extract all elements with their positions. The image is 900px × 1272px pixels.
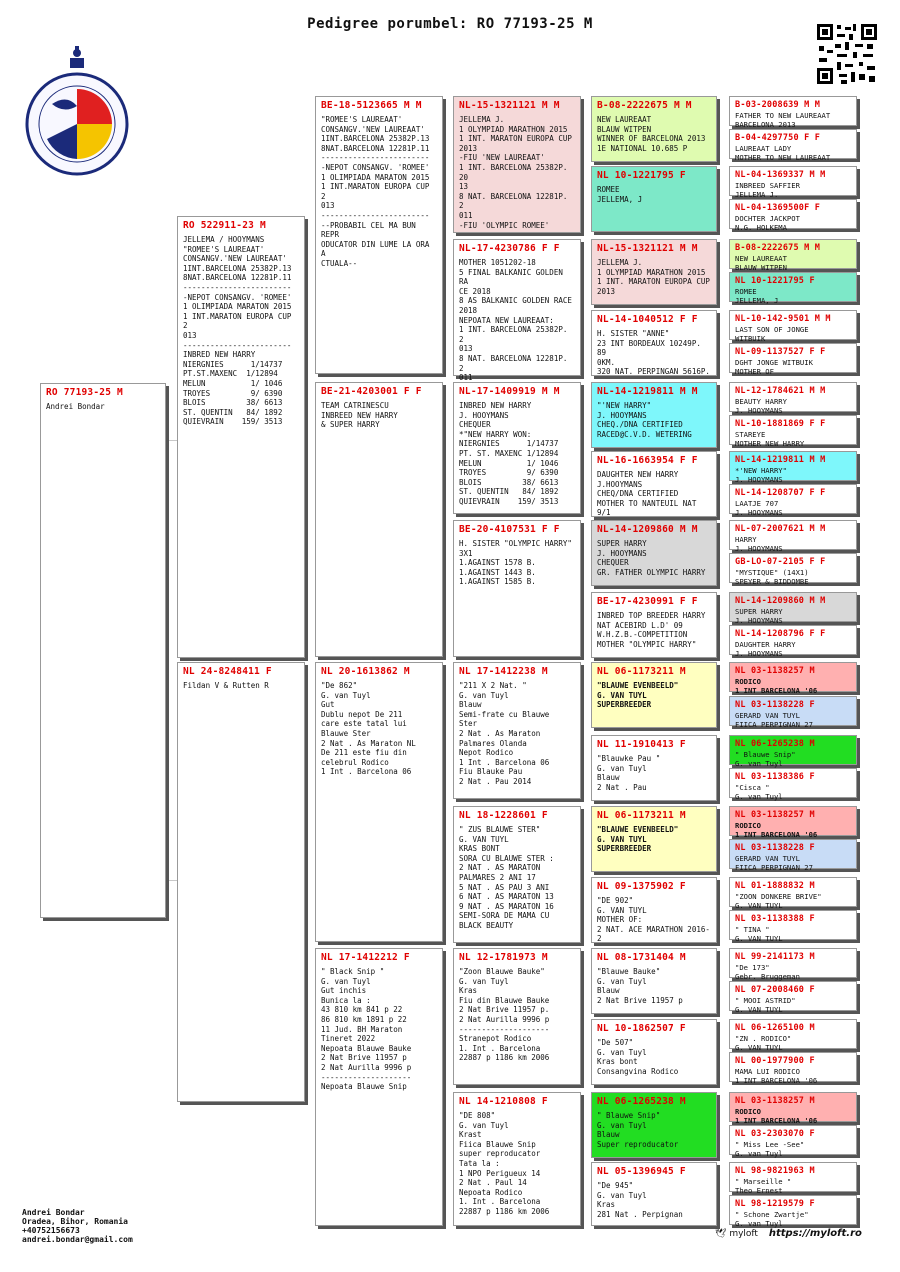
ring-number: NL 98-9821963 M (735, 1166, 815, 1176)
pedigree-card[interactable] (729, 981, 857, 1014)
card-notes: JELLEMA J. 1 OLYMPIAD MARATHON 2015 1 INT. MARATON EUROPA CUP 2013 -FIU 'NEW LAUREAAT' 1 INT. BARCELONA 25382P. 20 13 8 NAT. BARCELONA 12281P. 2 011 -FIU 'OLYMPIC ROMEE' (459, 115, 572, 230)
ring-number: NL 03-1138388 F (735, 914, 815, 924)
ring-number: NL 14-1210808 F (459, 1096, 548, 1107)
card-notes: TEAM CATRINESCU INBREED NEW HARRY & SUPER HARRY (321, 401, 398, 430)
ring-number: NL-04-1369337 M M (735, 170, 826, 180)
pedigree-card[interactable] (729, 662, 857, 695)
pedigree-card[interactable] (729, 877, 857, 910)
ring-number: NL-17-4230786 F F (459, 243, 560, 254)
club-logo (22, 44, 132, 184)
ring-number: NL 06-1265238 M (597, 1096, 686, 1107)
card-notes: " Schone Zwartje" G. van Tuyl (735, 1210, 809, 1228)
brand-url[interactable]: https://myloft.ro (768, 1228, 862, 1239)
ring-number: NL-14-1209860 M M (735, 596, 826, 606)
pedigree-card[interactable] (453, 662, 581, 799)
pedigree-card[interactable] (729, 1019, 857, 1052)
ring-number: NL 17-1412238 M (459, 666, 548, 677)
card-notes: Fildan V & Rutten R (183, 681, 269, 690)
pedigree-card[interactable] (729, 1092, 857, 1125)
pedigree-card[interactable] (729, 382, 857, 415)
page-title: Pedigree porumbel: RO 77193-25 M (307, 16, 593, 32)
card-notes: " Black Snip " G. van Tuyl Gut inchis Bunica la : 43 810 km 841 p 22 86 810 km 1891 p 22 11 Jud. BH Maraton Tineret 2022 Nepoata Blauwe Bauke 2 Nat Brive 11957 p 2 Nat Aurilla 9996 p -------------------- Nepoata Blauwe Snip (321, 967, 412, 1092)
ring-number: NL 10-1221795 F (735, 276, 815, 286)
ring-number: NL 06-1173211 M (597, 810, 686, 821)
ring-number: NL-15-1321121 M M (597, 243, 698, 254)
pedigree-card[interactable] (729, 806, 857, 839)
ring-number: NL 03-1138228 F (735, 843, 815, 853)
pedigree-card[interactable] (591, 1019, 717, 1085)
card-notes: SUPER HARRY J. HOOYMANS (735, 607, 783, 625)
pedigree-card[interactable] (315, 948, 443, 1226)
card-notes: "De 945" G. van Tuyl Kras 281 Nat . Perpignan (597, 1181, 683, 1219)
ring-number: RO 77193-25 M (46, 387, 123, 398)
card-notes: DOCHTER JACKPOT N.G. HOLKEMA (735, 214, 800, 232)
ring-number: NL-14-1209860 M M (597, 524, 698, 535)
pedigree-card[interactable] (729, 768, 857, 801)
pedigree-card[interactable] (177, 216, 305, 658)
card-notes: INBREED SAFFIER JELLEMA J. (735, 181, 800, 199)
pedigree-card[interactable] (729, 1195, 857, 1228)
card-notes: HARRY J. HOOYMANS (735, 535, 783, 553)
pedigree-card[interactable] (729, 520, 857, 553)
card-notes: ROMEE JELLEMA, J (597, 185, 643, 204)
ring-number: NL-09-1137527 F F (735, 347, 826, 357)
card-notes: "Cisca " G. van Tuyl (735, 783, 783, 801)
ring-number: NL-14-1219811 M M (735, 455, 826, 465)
card-notes: " Blauwe Snip" G. van Tuyl (735, 750, 796, 768)
pedigree-card[interactable] (729, 625, 857, 658)
card-notes: " Miss Lee -See" G. van Tuyl (735, 1140, 805, 1158)
ring-number: BE-17-4230991 F F (597, 596, 698, 607)
ring-number: B-08-2222675 M M (735, 243, 821, 253)
ring-number: RO 522911-23 M (183, 220, 266, 231)
owner-name: Andrei Bondar (22, 1208, 85, 1217)
ring-number: NL 09-1375902 F (597, 881, 686, 892)
card-notes: " Marseille " Theo Ernest (735, 1177, 792, 1195)
pedigree-card[interactable] (453, 520, 581, 657)
ring-number: NL 06-1265100 M (735, 1023, 815, 1033)
pedigree-card[interactable] (453, 948, 581, 1085)
card-notes: BEAUTY HARRY J. HOOYMANS (735, 397, 787, 415)
pedigree-card[interactable] (177, 662, 305, 1102)
pedigree-card[interactable] (453, 239, 581, 383)
card-notes: JELLEMA J. 1 OLYMPIAD MARATHON 2015 1 INT. MARATON EUROPA CUP 2013 (597, 258, 710, 296)
pedigree-card[interactable] (729, 948, 857, 981)
owner-info (22, 1208, 133, 1244)
ring-number: NL 03-2303070 F (735, 1129, 815, 1139)
ring-number: NL 06-1173211 M (597, 666, 686, 677)
card-notes: JELLEMA / HOOYMANS "ROMEE'S LAUREAAT' CONSANGV.'NEW LAUREAAT' 1INT.BARCELONA 25382P.13 8NAT.BARCELONA 12281P.11 ------------------------ -NEPOT CONSANGV. 'ROMEE' 1 OLIMPIADA MARATON 2015 1 INT.MARATON EUROPA CUP 2 013 ------------------------ INBRED NEW HARRY NIERGNIES 1/14737 PT.ST.MAXENC 1/12894 MELUN 1/ 1046 TROYES 9/ 6390 BLOIS 38/ 6613 ST. QUENTIN 84/ 1892 QUIEVRAIN 159/ 3513 (183, 235, 292, 427)
card-notes: RODICO 1 INT BARCELONA '06 (735, 1107, 818, 1125)
pedigree-card[interactable] (591, 1162, 717, 1226)
pedigree-card[interactable] (453, 806, 581, 943)
pedigree-card[interactable] (591, 806, 717, 872)
pedigree-card[interactable] (40, 383, 166, 918)
ring-number: NL 11-1910413 F (597, 739, 686, 750)
pedigree-card[interactable] (729, 1052, 857, 1085)
card-notes: "DE 902" G. VAN TUYL MOTHER OF: 2 NAT. ACE MARATHON 2016-2 (597, 896, 710, 944)
card-notes: DGHT JONGE WITBUIK MOTHER OF (735, 358, 813, 376)
ring-number: NL 20-1613862 M (321, 666, 410, 677)
card-notes: RODICO 1 INT BARCELONA '06 (735, 821, 818, 839)
pedigree-card[interactable] (729, 484, 857, 517)
ring-number: NL-14-1208796 F F (735, 629, 826, 639)
ring-number: BE-21-4203001 F F (321, 386, 422, 397)
ring-number: NL 07-2008460 F (735, 985, 815, 995)
card-notes: "Blauwe Bauke" G. van Tuyl Blauw 2 Nat Brive 11957 p (597, 967, 683, 1005)
card-notes: MOTHER 1051202-18 5 FINAL BALKANIC GOLDEN RA CE 2018 8 AS BALKANIC GOLDEN RACE 2018 NEPOATA NEW LAUREAAT: 1 INT. BARCELONA 25382P. 2 013 8 NAT. BARCELONA 12281P. 2 011 (459, 258, 572, 383)
ring-number: B-04-4297750 F F (735, 133, 821, 143)
pedigree-card[interactable] (591, 592, 717, 658)
card-notes: DAUGHTER NEW HARRY J.HOOYMANS CHEQ/DNA CERTIFIED MOTHER TO NANTEUIL NAT 9/1 (597, 470, 697, 518)
ring-number: NL 99-2141173 M (735, 952, 815, 962)
owner-phone: +40752156673 (22, 1226, 80, 1235)
card-notes: RODICO 1 INT BARCELONA '06 (735, 677, 818, 695)
pedigree-card[interactable] (729, 239, 857, 272)
card-notes: LAUREAAT LADY MOTHER TO NEW LAUREAAT (735, 144, 831, 162)
ring-number: NL 24-8248411 F (183, 666, 272, 677)
card-notes: H. SISTER "ANNE" 23 INT BORDEAUX 10249P. 89 0KM. 320 NAT. PERPINGAN 5616P. (597, 329, 710, 377)
pedigree-card[interactable] (729, 839, 857, 872)
pedigree-card[interactable] (729, 343, 857, 376)
card-notes: "'NEW HARRY" J. HOOYMANS CHEQ./DNA CERTIFIED RACED@C.V.D. WETERING (597, 401, 692, 439)
card-notes: SUPER HARRY J. HOOYMANS CHEQUER GR. FATHER OLYMPIC HARRY (597, 539, 706, 577)
pedigree-card[interactable] (729, 735, 857, 768)
pedigree-card[interactable] (729, 592, 857, 625)
pedigree-card[interactable] (729, 166, 857, 199)
ring-number: NL 03-1138257 M (735, 810, 815, 820)
pedigree-card[interactable] (729, 129, 857, 162)
card-notes: MAMA LUI RODICO 1 INT BARCELONA '06 (735, 1067, 818, 1085)
pedigree-card[interactable] (729, 910, 857, 943)
pedigree-card[interactable] (591, 451, 717, 517)
card-notes: ROMEE JELLEMA, J (735, 287, 779, 305)
ring-number: GB-LO-07-2105 F F (735, 557, 826, 567)
pedigree-card[interactable] (729, 199, 857, 232)
ring-number: NL 98-1219579 F (735, 1199, 815, 1209)
ring-number: NL-14-1219811 M M (597, 386, 698, 397)
card-notes: "Blauwke Pau " G. van Tuyl Blauw 2 Nat . Pau (597, 754, 661, 792)
ring-number: BE-20-4107531 F F (459, 524, 560, 535)
ring-number: NL 08-1731404 M (597, 952, 686, 963)
ring-number: NL-14-1208707 F F (735, 488, 826, 498)
pedigree-card[interactable] (729, 696, 857, 729)
ring-number: NL 10-1221795 F (597, 170, 686, 181)
pedigree-card[interactable] (591, 1092, 717, 1158)
card-notes: GERARD VAN TUYL FIICA PERPIGNAN 27 (735, 854, 813, 872)
ring-number: NL-04-1369500F F (735, 203, 821, 213)
card-notes: INBRED TOP BREEDER HARRY NAT ACEBIRD L.D' 09 W.H.Z.B.-COMPETITION MOTHER "OLYMPIC HARRY" (597, 611, 706, 649)
card-notes: Andrei Bondar (46, 402, 105, 411)
card-notes: " MOOI ASTRID" G. VAN TUYL (735, 996, 796, 1014)
pedigree-card[interactable] (591, 239, 717, 305)
pedigree-card[interactable] (591, 96, 717, 162)
pedigree-card[interactable] (591, 877, 717, 943)
pedigree-card[interactable] (591, 310, 717, 376)
card-notes: "211 X 2 Nat. " G. van Tuyl Blauw Semi-frate cu Blauwe Ster 2 Nat . As Maraton Palmares Olanda Nepot Rodico 1 Int . Barcelona 06 Fiu Blauke Pau 2 Nat . Pau 2014 (459, 681, 550, 786)
pedigree-card[interactable] (591, 382, 717, 448)
ring-number: NL-14-1040512 F F (597, 314, 698, 325)
connector-line (166, 440, 177, 441)
brand-footer (715, 1228, 862, 1239)
card-notes: "ZN . RODICO" G. VAN TUYL (735, 1034, 792, 1052)
pedigree-card[interactable] (729, 96, 857, 129)
ring-number: NL 03-1138257 M (735, 666, 815, 676)
ring-number: NL-15-1321121 M M (459, 100, 560, 111)
card-notes: GERARD VAN TUYL FIICA PERPIGNAN 27 (735, 711, 813, 729)
ring-number: NL 01-1888832 M (735, 881, 815, 891)
ring-number: NL 18-1228601 F (459, 810, 548, 821)
pedigree-card[interactable] (591, 948, 717, 1014)
owner-email: andrei.bondar@gmail.com (22, 1235, 133, 1244)
ring-number: NL 06-1265238 M (735, 739, 815, 749)
ring-number: NL 00-1977900 F (735, 1056, 815, 1066)
pedigree-card[interactable] (591, 662, 717, 728)
ring-number: NL-10-1881869 F F (735, 419, 826, 429)
card-notes: NEW LAUREAAT BLAUW WITPEN WINNER OF BARCELONA 2013 1E NATIONAL 10.685 P (597, 115, 706, 153)
card-notes: FATHER TO NEW LAUREAAT BARCELONA 2013 (735, 111, 831, 129)
card-notes: DAUGHTER HARRY J. HOOYMANS (735, 640, 796, 658)
card-notes: *'NEW HARRY" J. HOOYMANS (735, 466, 787, 484)
card-notes: "De 507" G. van Tuyl Kras bont Consangvina Rodico (597, 1038, 679, 1076)
card-notes: "BLAUWE EVENBEELD" G. VAN TUYL SUPERBREEDER (597, 681, 679, 710)
pedigree-card[interactable] (453, 382, 581, 514)
ring-number: NL-16-1663954 F F (597, 455, 698, 466)
ring-number: NL 03-1138257 M (735, 1096, 815, 1106)
pedigree-card[interactable] (729, 415, 857, 448)
pedigree-card[interactable] (729, 553, 857, 586)
pedigree-card[interactable] (729, 451, 857, 484)
card-notes: "Zoon Blauwe Bauke" G. van Tuyl Kras Fiu din Blauwe Bauke 2 Nat Brive 11957 p. 2 Nat Aurilla 9996 p -------------------- Stranepot Rodico 1. Int . Barcelona 22887 p 1186 km 2006 (459, 967, 550, 1063)
ring-number: NL-10-142-9501 M M (735, 314, 831, 324)
card-notes: LAST SON OF JONGE WITBUIK (735, 325, 809, 343)
ring-number: NL 10-1862507 F (597, 1023, 686, 1034)
card-notes: "De 173" Gebr. Bruggeman (735, 963, 800, 981)
card-notes: "BLAUWE EVENBEELD" G. VAN TUYL SUPERBREEDER (597, 825, 679, 854)
qr-code-icon (815, 22, 879, 86)
ring-number: B-08-2222675 M M (597, 100, 692, 111)
card-notes: "MYSTIQUE" (14X1) SPEYER & BIDDOMBE (735, 568, 809, 586)
pedigree-card[interactable] (315, 96, 443, 374)
ring-number: NL-12-1784621 M M (735, 386, 826, 396)
crown-icon (70, 46, 84, 68)
pedigree-card[interactable] (453, 96, 581, 233)
owner-address: Oradea, Bihor, Romania (22, 1217, 128, 1226)
connector-line (166, 440, 167, 881)
card-notes: "DE 808" G. van Tuyl Krast Fiica Blauwe Snip super reproducator Tata la : 1 NPO Perigueux 14 2 Nat . Paul 14 Nepoata Rodico 1. Int . Barcelona 22887 p 1186 km 2006 (459, 1111, 550, 1216)
pedigree-card[interactable] (315, 662, 443, 942)
ring-number: BE-18-5123665 M M (321, 100, 422, 111)
dove-icon: 🕊 (715, 1229, 727, 1239)
card-notes: INBRED NEW HARRY J. HOOYMANS CHEQUER *"NEW HARRY WON: NIERGNIES 1/14737 PT. ST. MAXENC 1/12894 MELUN 1/ 1046 TROYES 9/ 6390 BLOIS 38/ 6613 ST. QUENTIN 84/ 1892 QUIEVRAIN 159/ 3513 (459, 401, 559, 506)
pedigree-card[interactable] (315, 382, 443, 657)
pedigree-card[interactable] (729, 1162, 857, 1195)
pedigree-card[interactable] (591, 520, 717, 586)
ring-number: NL-17-1409919 M M (459, 386, 560, 397)
card-notes: NEW LAUREAAT BLAUW WITPEN (735, 254, 787, 272)
card-notes: "ROMEE'S LAUREAAT' CONSANGV.'NEW LAUREAAT' 1INT.BARCELONA 25382P.13 8NAT.BARCELONA 12281P.11 ------------------------ -NEPOT CONSANGV. 'ROMEE' 1 OLIMPIADA MARATON 2015 1 INT.MARATON EUROPA CUP 2 013 ------------------------ --PROBABIL CEL MA BUN REPR ODUCATOR DIN LUME LA ORA A CTUALA-- (321, 115, 430, 268)
card-notes: "De 862" G. van Tuyl Gut Dublu nepot De 211 care este tatal lui Blauwe Ster 2 Nat . As Maraton NL De 211 este fiu din celebrul Rodico 1 Int . Barcelona 06 (321, 681, 416, 777)
card-notes: " ZUS BLAUWE STER" G. VAN TUYL KRAS BONT SORA CU BLAUWE STER : 2 NAT . AS MARATON PALMARES 2 ANI 17 5 NAT . AS PAU 3 ANI 6 NAT . AS MARATON 13 9 NAT . AS MARATON 16 SEMI-SORA DE MAMA CU BLACK BEAUTY (459, 825, 554, 930)
card-notes: LAATJE 707 J. HOOYMANS (735, 499, 783, 517)
connector-line (166, 880, 177, 881)
pedigree-card[interactable] (729, 272, 857, 305)
card-notes: " Blauwe Snip" G. van Tuyl Blauw Super reproducator (597, 1111, 679, 1149)
ring-number: NL 12-1781973 M (459, 952, 548, 963)
ring-number: NL 05-1396945 F (597, 1166, 686, 1177)
pedigree-card[interactable] (453, 1092, 581, 1226)
ring-number: NL-07-2007621 M M (735, 524, 826, 534)
pedigree-card[interactable] (591, 166, 717, 232)
pedigree-card[interactable] (729, 310, 857, 343)
card-notes: " TINA " G. VAN TUYL (735, 925, 783, 943)
card-notes: "ZOON DONKERE BRIVE" G. VAN TUYL (735, 892, 822, 910)
brand-name: myloft (729, 1229, 758, 1239)
pedigree-card[interactable] (591, 735, 717, 801)
card-notes: H. SISTER "OLYMPIC HARRY" 3X1 1.AGAINST 1578 B. 1.AGAINST 1443 B. 1.AGAINST 1585 B. (459, 539, 572, 587)
ring-number: NL 03-1138228 F (735, 700, 815, 710)
ring-number: NL 17-1412212 F (321, 952, 410, 963)
ring-number: B-03-2008639 M M (735, 100, 821, 110)
pedigree-card[interactable] (729, 1125, 857, 1158)
card-notes: STAREYE MOTHER NEW HARRY (735, 430, 805, 448)
ring-number: NL 03-1138386 F (735, 772, 815, 782)
